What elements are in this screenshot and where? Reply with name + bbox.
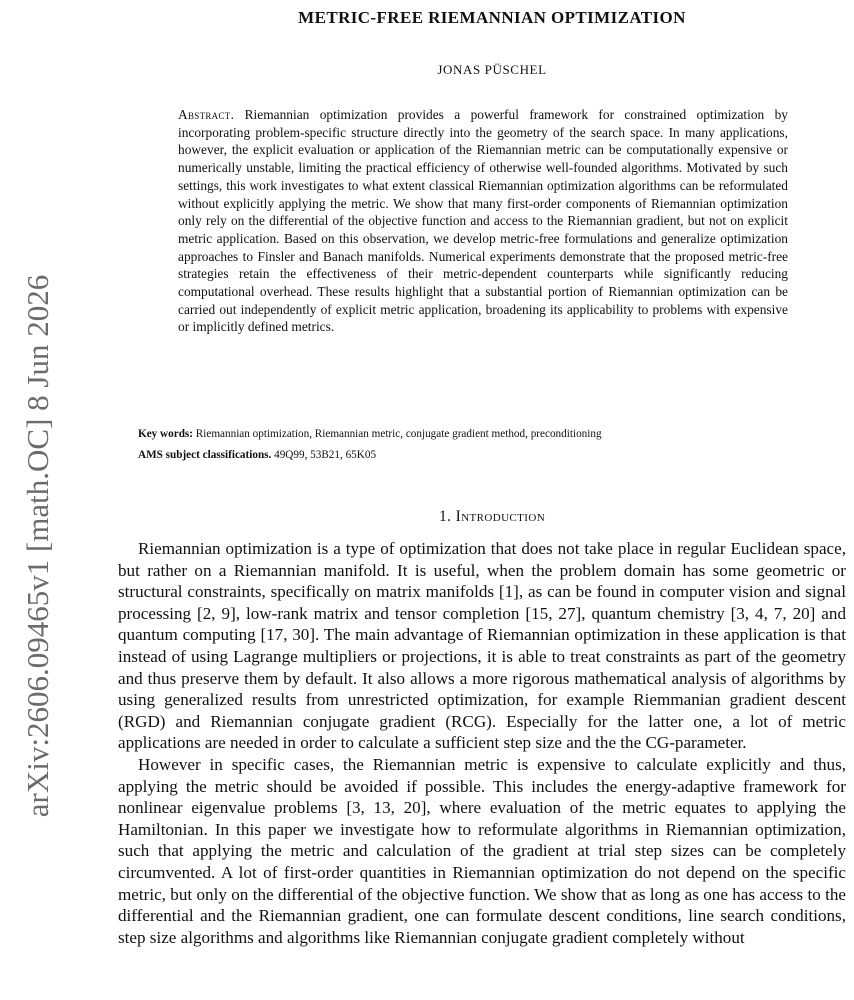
keywords (138, 427, 846, 441)
ams-codes: 49Q99, 53B21, 65K05 (274, 449, 377, 461)
abstract (178, 106, 788, 336)
arxiv-identifier: arXiv:2606.09465v1 [math.OC] 8 Jun 2026 (20, 274, 55, 818)
abstract-label: Abstract. (178, 107, 235, 122)
introduction-body (118, 538, 846, 948)
ams-classifications (138, 448, 846, 462)
abstract-text: Riemannian optimization provides a powerful framework for constrained optimization by incorporating problem-specific structure directly into the geometry of the search space. In many applications, however, the explicit evaluation or application of the Riemannian metric can be computationally expensive or numerically unstable, limiting the practical efficiency of otherwise well-founded algorithms. Motivated by such settings, this work investigates to what extent classical Riemannian optimization algorithms can be reformulated without explicitly applying the metric. We show that many first-order components of Riemannian optimization only rely on the differential of the objective function and access to the Riemannian gradient, but not on explicit metric application. Based on this observation, we develop metric-free formulations and generalize optimization approaches to Finsler and Banach manifolds. Numerical experiments demonstrate that the proposed metric-free strategies retain the effectiveness of their metric-dependent counterparts while significantly reducing computational overhead. These results highlight that a substantial portion of Riemannian optimization can be carried out independently of explicit metric application, broadening its applicability to problems with expensive or implicitly defined metrics. (178, 107, 788, 335)
section-heading-introduction: 1. Introduction (438, 508, 546, 525)
body-paragraph: Riemannian optimization is a type of optimization that does not take place in regular Euclidean space, but rather on a Riemannian manifold. It is useful, when the problem domain has some geometric or structural constraints, specifically on matrix manifolds [1], as can be found in computer vision and signal processing [2, 9], low-rank matrix and tensor completion [15, 27], quantum chemistry [3, 4, 7, 20] and quantum computing [17, 30]. The main advantage of Riemannian optimization in these application is that instead of using Lagrange multipliers or projections, it is able to treat constraints as part of the geometry and thus preserve them by default. It also allows a more rigorous mathematical analysis of algorithms by using generalized results from unrestricted optimization, for example Riemmanian gradient descent (RGD) and Riemannian conjugate gradient (RCG). Especially for the latter one, a lot of metric applications are needed in order to calculate a sufficient step size and the the CG-parameter. (118, 539, 846, 753)
ams-label: AMS subject classifications. (138, 449, 272, 461)
arxiv-side-stamp (18, 248, 58, 844)
paper-title: METRIC-FREE RIEMANNIAN OPTIMIZATION (298, 8, 686, 27)
keywords-text: Riemannian optimization, Riemannian metric, conjugate gradient method, preconditioning (195, 428, 602, 440)
paper-author: JONAS PÜSCHEL (437, 62, 547, 77)
keywords-label: Key words: (138, 428, 193, 440)
body-paragraph: However in specific cases, the Riemannian metric is expensive to calculate explicitly and thus, applying the metric should be avoided if possible. This includes the energy-adaptive framework for nonlinear eigenvalue problems [3, 13, 20], where evaluation of the metric equates to applying the Hamiltonian. In this paper we investigate how to reformulate algorithms in Riemannian optimization, such that applying the metric and calculation of the gradient at trial step sizes can be completely circumvented. A lot of first-order quantities in Riemannian optimization do not depend on the specific metric, but only on the differential of the objective function. We show that as long as one has access to the differential and the Riemannian gradient, one can formulate descent conditions, line search conditions, step size algorithms and algorithms like Riemannian conjugate gradient completely without (118, 754, 846, 947)
